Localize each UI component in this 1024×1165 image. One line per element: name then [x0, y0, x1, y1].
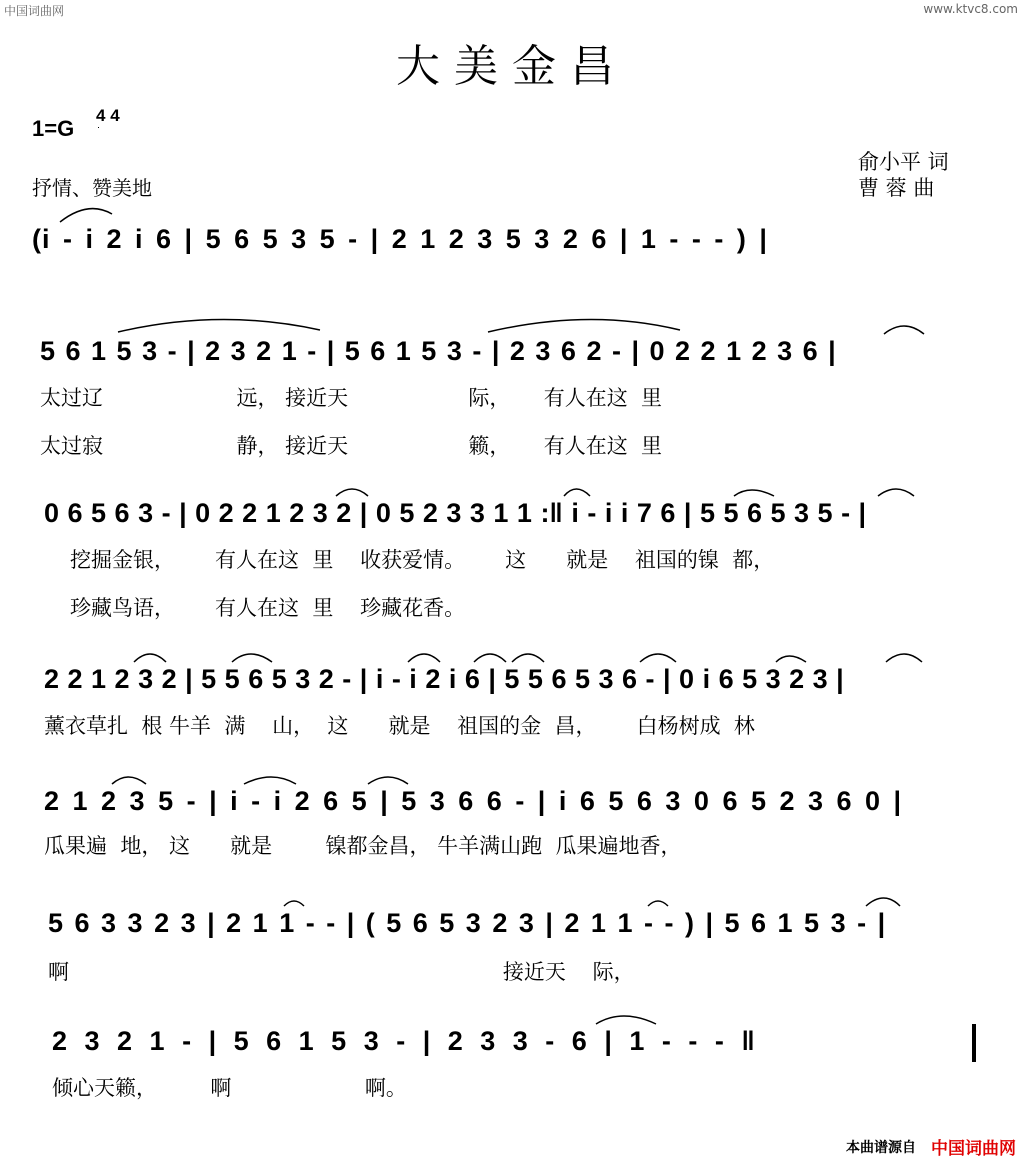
slur-arc: [878, 489, 914, 496]
slur-arc: [118, 319, 320, 332]
slur-arc: [884, 326, 924, 334]
score-system-3-notes: 0 6 5 6 3 - | 0 2 2 1 2 3 2 | 0 5 2 3 3 1 1 :‖ i - i i 7 6 | 5 5 6 5 3 5 - |: [44, 498, 867, 528]
score-system-3-lyric-verse-2: 珍藏鸟语， 有人在这 里 珍藏花香。: [70, 596, 466, 620]
slur-arc: [734, 490, 774, 496]
slur-arc: [886, 654, 922, 662]
song-title: 大美金昌: [396, 41, 628, 92]
slur-arc: [134, 654, 166, 662]
score-system-4-lyric-verse-1: 薰衣草扎 根 牛羊 满 山， 这 就是 祖国的金 昌， 白杨树成 林: [44, 714, 755, 738]
lyricist-credit: 俞小平 词: [858, 150, 949, 174]
footer-source-site: 中国词曲网: [931, 1139, 1016, 1159]
slur-arc: [336, 489, 368, 496]
meter-top: 4: [96, 106, 106, 125]
site-watermark-right: www.ktvc8.com: [923, 2, 1018, 16]
slur-arc: [112, 777, 146, 784]
slur-arc: [368, 777, 408, 784]
slur-arc: [596, 1016, 656, 1024]
slur-arc: [640, 654, 676, 662]
score-system-6-lyric-verse-1: 啊 接近天 际，: [48, 960, 635, 984]
slur-arc: [564, 489, 590, 496]
slur-arc: [866, 898, 900, 906]
score-system-2-notes: 5 6 1 5 3 - | 2 3 2 1 - | 5 6 1 5 3 - | 2 3 6 2 - | 0 2 2 1 2 3 6 |: [40, 336, 836, 366]
slur-arc: [474, 654, 506, 662]
final-barline: [972, 1024, 976, 1062]
score-system-2-lyric-verse-1: 太过辽 远， 接近天 际， 有人在这 里: [40, 386, 663, 410]
score-system-5-notes: 2 1 2 3 5 - | i - i 2 6 5 | 5 3 6 6 - | i 6 5 6 3 0 6 5 2 3 6 0 |: [44, 786, 902, 816]
slur-arc: [60, 209, 112, 222]
footer-source-label: 本曲谱源自: [846, 1140, 916, 1156]
score-system-7-lyric-verse-1: 倾心天籁， 啊 啊。: [52, 1076, 407, 1100]
key-signature: 1=G: [32, 116, 75, 141]
score-system-6-notes: 5 6 3 3 2 3 | 2 1 1 - - | ( 5 6 5 3 2 3 | 2 1 1 - - ) | 5 6 1 5 3 - |: [48, 908, 886, 938]
slur-arc: [284, 901, 304, 906]
site-watermark-left: 中国词曲网: [4, 4, 65, 18]
slur-arc: [776, 656, 806, 662]
slur-arc: [232, 654, 272, 662]
score-system-7-notes: 2 3 2 1 - | 5 6 1 5 3 - | 2 3 3 - 6 | 1 - - - ‖: [52, 1026, 755, 1056]
slur-arc: [488, 319, 680, 332]
slur-arc: [648, 901, 668, 906]
slur-arc: [244, 777, 296, 784]
score-system-2-lyric-verse-2: 太过寂 静， 接近天 籁， 有人在这 里: [40, 434, 663, 458]
score-system-4-notes: 2 2 1 2 3 2 | 5 5 6 5 3 2 - | i - i 2 i 6 | 5 5 6 5 3 6 - | 0 i 6 5 3 2 3 |: [44, 664, 844, 694]
slur-arc: [512, 654, 544, 662]
tempo-marking: 抒情、赞美地: [32, 176, 152, 200]
score-system-5-lyric-verse-1: 瓜果遍 地， 这 就是 镍都金昌， 牛羊满山跑 瓜果遍地香，: [44, 834, 682, 858]
composer-credit: 曹 蓉 曲: [858, 176, 935, 200]
score-system-3-lyric-verse-1: 挖掘金银， 有人在这 里 收获爱情。 这 就是 祖国的镍 都，: [70, 548, 775, 572]
meter-bottom: 4: [110, 106, 120, 125]
slur-arc: [408, 654, 440, 662]
score-system-1-notes: (i - i 2 i 6 | 5 6 5 3 5 - | 2 1 2 3 5 3 2 6 | 1 - - - ) |: [32, 224, 768, 254]
